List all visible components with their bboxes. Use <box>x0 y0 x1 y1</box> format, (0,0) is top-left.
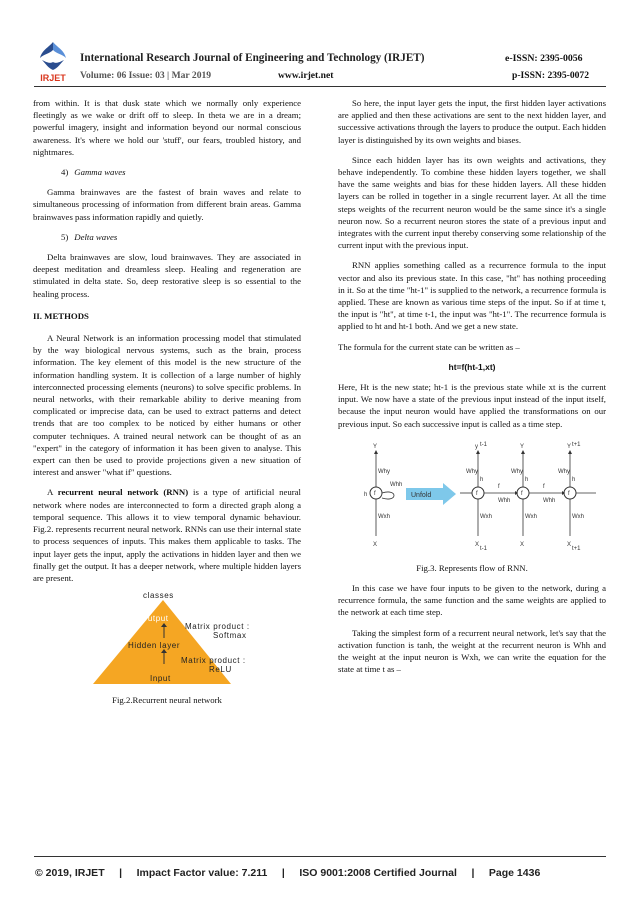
footer-impact-factor: Impact Factor value: 7.211 <box>136 867 268 879</box>
irjet-logo <box>34 40 72 84</box>
volume-issue: Volume: 06 Issue: 03 | Mar 2019 <box>80 70 212 81</box>
fig2-hidden-layer-label: Hidden layer <box>128 641 181 651</box>
paragraph: Delta brainwaves are slow, loud brainwaves. They are associated in deepest meditation and dreamless sleep. Healing and regeneration are stimulated in delta state. So, deep restorative sleep is so essential to the healing process. <box>33 252 301 299</box>
paragraph: Gamma brainwaves are the fastest of brain waves and relate to simultaneous processing of information from different brain areas. Gamma brainwaves pass information rapidly and quietly. <box>33 187 301 222</box>
svg-text:f: f <box>543 483 545 490</box>
footer-copyright: © 2019, IRJET <box>35 867 105 879</box>
svg-text:Whh: Whh <box>543 497 556 504</box>
paragraph: So here, the input layer gets the input, the first hidden layer activations are applied and then these activations are sent to the next hidden layer, and successive activations through the layers to produce the output. Each hidden layer is distinguished by its own weights and biases. <box>338 98 606 145</box>
svg-text:Why: Why <box>558 468 570 475</box>
p-issn: p-ISSN: 2395-0072 <box>512 70 590 81</box>
footer: © 2019, IRJET | Impact Factor value: 7.211 | ISO 9001:2008 Certified Journal | Page 1436 <box>35 867 541 879</box>
svg-text:Why: Why <box>466 468 478 475</box>
svg-text:Y: Y <box>520 443 525 450</box>
paragraph: The formula for the current state can be written as – <box>338 341 520 352</box>
svg-text:f: f <box>568 490 570 497</box>
svg-text:t+1: t+1 <box>572 545 581 552</box>
fig2-classes-label: classes <box>143 591 174 601</box>
svg-text:f: f <box>476 490 478 497</box>
svg-text:Whh: Whh <box>390 481 403 488</box>
svg-text:Y: Y <box>373 443 378 450</box>
svg-text:X: X <box>520 541 525 548</box>
svg-text:h: h <box>572 476 576 483</box>
section-heading-methods: II. METHODS <box>33 310 89 321</box>
fig2-matrix-product-1: Matrix product : <box>185 622 250 632</box>
fig2-relu-label: ReLU <box>209 665 232 675</box>
svg-text:y: y <box>475 443 478 450</box>
svg-text:f: f <box>374 490 376 497</box>
svg-text:Wxh: Wxh <box>378 513 390 520</box>
svg-text:X: X <box>475 541 480 548</box>
paragraph: Here, Ht is the new state; ht-1 is the previous state while xt is the current input. We now have a state of the previous input instead of the input itself, because the input neuron would have applied the transformations on our previous input. So each successive input is called as a time step. <box>338 382 606 429</box>
figure-2-rnn-layers <box>33 592 301 690</box>
right-column <box>338 97 606 684</box>
paragraph-rnn: A recurrent neural network (RNN) is a type of artificial neural network where nodes are interconnected to form a directed graph along a temporal sequence. This allows it to view temporal dynamic behaviour. Fig.2. represents recurrent neural network. RNNs can use their internal state to process sequences of inputs. This makes them applicable to tasks. The input layer gets the input, apply the activations in hidden layer and then we finally get the output. It has a deeper network, where multiple hidden layers are present. <box>33 487 301 583</box>
fig3-unfold-label: Unfold <box>411 491 432 499</box>
fig2-softmax-label: Softmax <box>213 631 247 641</box>
subheading-delta: 5) Delta waves <box>61 231 118 242</box>
subheading-gamma: 4) Gamma waves <box>61 167 126 178</box>
svg-text:f: f <box>498 483 500 490</box>
svg-text:h: h <box>480 476 484 483</box>
fig2-input-label: Input <box>150 674 171 684</box>
left-column <box>33 97 301 714</box>
svg-text:Wxh: Wxh <box>480 513 492 520</box>
figure-3-caption: Fig.3. Represents flow of RNN. <box>416 562 528 573</box>
footer-rule <box>34 856 606 857</box>
svg-text:Whh: Whh <box>498 497 511 504</box>
svg-text:Why: Why <box>511 468 523 475</box>
svg-text:Y: Y <box>567 443 572 450</box>
svg-text:h: h <box>364 491 368 498</box>
paragraph: from within. It is that dusk state which we normally only experience fleetingly as we wake or drift off to sleep. In theta we are in a dream; powerful imagery, insight and information beyond our normal conscious awareness. It's where we hold our 'stuff', our fears, troubled history, and nightmares. <box>33 98 301 157</box>
svg-text:t-1: t-1 <box>480 545 488 552</box>
footer-page-number: Page 1436 <box>488 867 541 879</box>
e-issn: e-ISSN: 2395-0056 <box>505 53 583 64</box>
paragraph: Since each hidden layer has its own weights and activations, they behave independently. To combine these hidden layers together, we shall have the same weights and bias for these hidden layers. All these hidden layers can be rolled in together in a single recurrent layer. At all the time steps weights of the recurrent neuron would be the same since it's a single neuron now. So a recurrent neuron stores the state of a previous input and integrates with the current input thereby conserving some relationship of the current input with the previous input. <box>338 154 606 251</box>
journal-title: International Research Journal of Engineering and Technology (IRJET) <box>80 52 425 64</box>
header-rule <box>34 86 606 87</box>
fig2-output-label: Output <box>141 614 169 624</box>
paragraph: A Neural Network is an information processing model that stimulated by the way biological nervous systems, such as the brain, process information. The key element of this model is the new structure of the information handling system. It is collection of a large number of highly interconnected processing elements (neurons) to solve specific problems. In neural networks, with their remarkable ability to derive meaning from complicated or imprecise data, can be used to extract patterns and detect trends that are too complex to be noticed by either humans or other computer techniques. A trained neural network can be thought of as an "expert" in the category of information it has been given to analyse. This expert can then be used to provide projections given a new situation of interest and answer "what if" questions. <box>33 333 301 478</box>
svg-text:X: X <box>373 541 378 548</box>
figure-3-rnn-unfold <box>338 438 606 556</box>
paragraph: RNN applies something called as a recurrence formula to the input vector and also its previous state. In this case, "ht" has nothing proceeding in it. So at the time "ht-1" is supplied to the network, a recurrence formula is applied. These are known as various time steps of the input. So if at time t, the input is "ht", at time t-1, the input was "ht-1". The recurrence formula is applied to ht and ht-1 both. And we get a new state. <box>338 260 606 332</box>
svg-text:Wxh: Wxh <box>525 513 537 520</box>
figure-2-caption: Fig.2.Recurrent neural network <box>112 695 222 706</box>
recurrence-formula: ht=f(ht-1,xt) <box>448 361 496 372</box>
journal-website: www.irjet.net <box>278 70 334 81</box>
paragraph: Taking the simplest form of a recurrent neural network, let's say that the activation function is tanh, the weight at the recurrent neuron is Whh and the weight at the input neuron is Wxh, we can write the equation for the state at time t as – <box>338 627 606 675</box>
footer-iso: ISO 9001:2008 Certified Journal <box>299 867 457 879</box>
svg-text:t-1: t-1 <box>480 441 488 448</box>
svg-text:h: h <box>525 476 529 483</box>
fig2-matrix-product-2: Matrix product : <box>181 656 246 666</box>
svg-text:Wxh: Wxh <box>572 513 584 520</box>
svg-text:t+1: t+1 <box>572 441 581 448</box>
svg-text:f: f <box>521 490 523 497</box>
svg-text:X: X <box>567 541 572 548</box>
svg-text:Why: Why <box>378 468 390 475</box>
paragraph: In this case we have four inputs to be given to the network, during a recurrence formula, the same function and the same weights are applied to the network at each time step. <box>338 583 606 618</box>
svg-text:IRJET: IRJET <box>40 73 66 83</box>
